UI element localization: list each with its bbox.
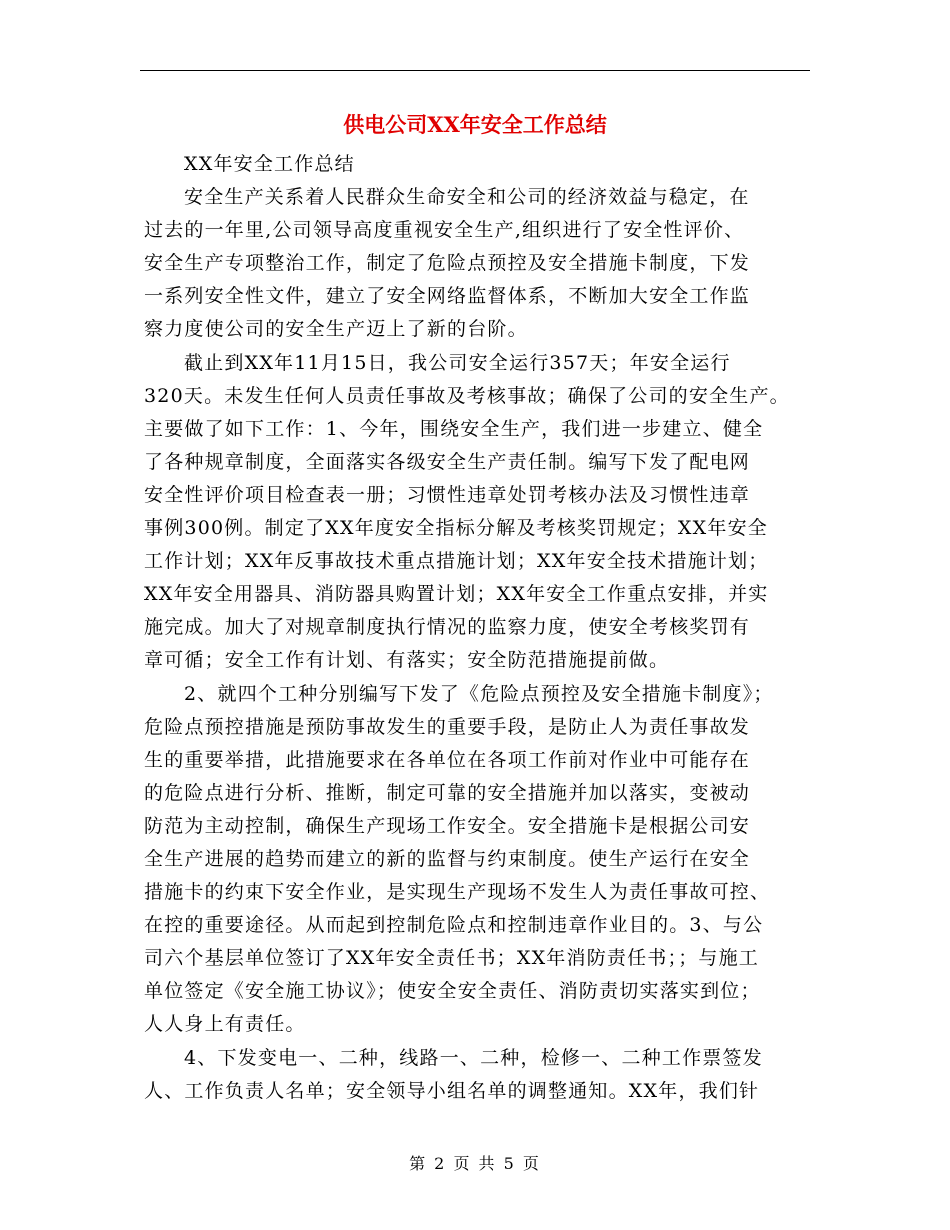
body-line: 生的重要举措，此措施要求在各单位在各项工作前对作业中可能存在 (144, 748, 751, 771)
body-line: 人、工作负责人名单；安全领导小组名单的调整通知。XX年，我们针 (144, 1079, 760, 1102)
page-number: 第 2 页 共 5 页 (409, 1154, 541, 1173)
body-line: 事例300例。制定了XX年度安全指标分解及考核奖罚规定；XX年安全 (144, 517, 768, 540)
body-line: 320天。未发生任何人员责任事故及考核事故；确保了公司的安全生产。 (144, 384, 790, 407)
body-line: 一系列安全性文件，建立了安全网络监督体系，不断加大安全工作监 (144, 285, 751, 308)
body-line: 了各种规章制度，全面落实各级安全生产责任制。编写下发了配电网 (144, 450, 751, 473)
document-title: 供电公司XX年安全工作总结 (343, 112, 607, 137)
body-line: 单位签定《安全施工协议》；使安全安全责任、消防责切实落实到位； (144, 980, 761, 1003)
body-line: 章可循；安全工作有计划、有落实；安全防范措施提前做。 (144, 649, 670, 672)
body-line: XX年安全工作总结 (184, 153, 355, 175)
body-line: 安全生产专项整治工作，制定了危险点预控及安全措施卡制度，下发 (144, 252, 751, 275)
body-line: 安全生产关系着人民群众生命安全和公司的经济效益与稳定，在 (184, 186, 750, 209)
body-line: 主要做了如下工作：1、今年，围绕安全生产，我们进一步建立、健全 (144, 417, 764, 440)
body-line: 全生产进展的趋势而建立的新的监督与约束制度。使生产运行在安全 (144, 847, 751, 870)
body-line: 工作计划；XX年反事故技术重点措施计划；XX年安全技术措施计划； (144, 550, 769, 573)
body-line: 人人身上有责任。 (144, 1013, 306, 1036)
body-line: 4、下发变电一、二种，线路一、二种，检修一、二种工作票签发 (184, 1046, 763, 1069)
body-line: 司六个基层单位签订了XX年安全责任书；XX年消防责任书；；与施工 (144, 947, 760, 970)
body-line: 的危险点进行分析、推断，制定可靠的安全措施并加以落实，变被动 (144, 781, 751, 804)
body-line: XX年安全用器具、消防器具购置计划；XX年安全工作重点安排，并实 (144, 583, 769, 606)
body-line: 在控的重要途径。从而起到控制危险点和控制违章作业目的。3、与公 (144, 914, 764, 937)
document-body (144, 148, 844, 1108)
body-line: 安全性评价项目检查表一册；习惯性违章处罚考核办法及习惯性违章 (144, 483, 751, 506)
body-line: 措施卡的约束下安全作业，是实现生产现场不发生人为责任事故可控、 (144, 881, 771, 904)
body-line: 危险点预控措施是预防事故发生的重要手段，是防止人为责任事故发 (144, 715, 751, 738)
body-line: 过去的一年里,公司领导高度重视安全生产,组织进行了安全性评价、 (144, 219, 745, 242)
body-line: 防范为主动控制，确保生产现场工作安全。安全措施卡是根据公司安 (144, 814, 751, 837)
body-line: 2、就四个工种分别编写下发了《危险点预控及安全措施卡制度》； (184, 682, 774, 705)
body-line: 施完成。加大了对规章制度执行情况的监察力度，使安全考核奖罚有 (144, 616, 751, 639)
header-rule (140, 70, 810, 71)
body-line: 截止到XX年11月15日，我公司安全运行357天；年安全运行 (184, 351, 731, 374)
body-line: 察力度使公司的安全生产迈上了新的台阶。 (144, 318, 528, 341)
